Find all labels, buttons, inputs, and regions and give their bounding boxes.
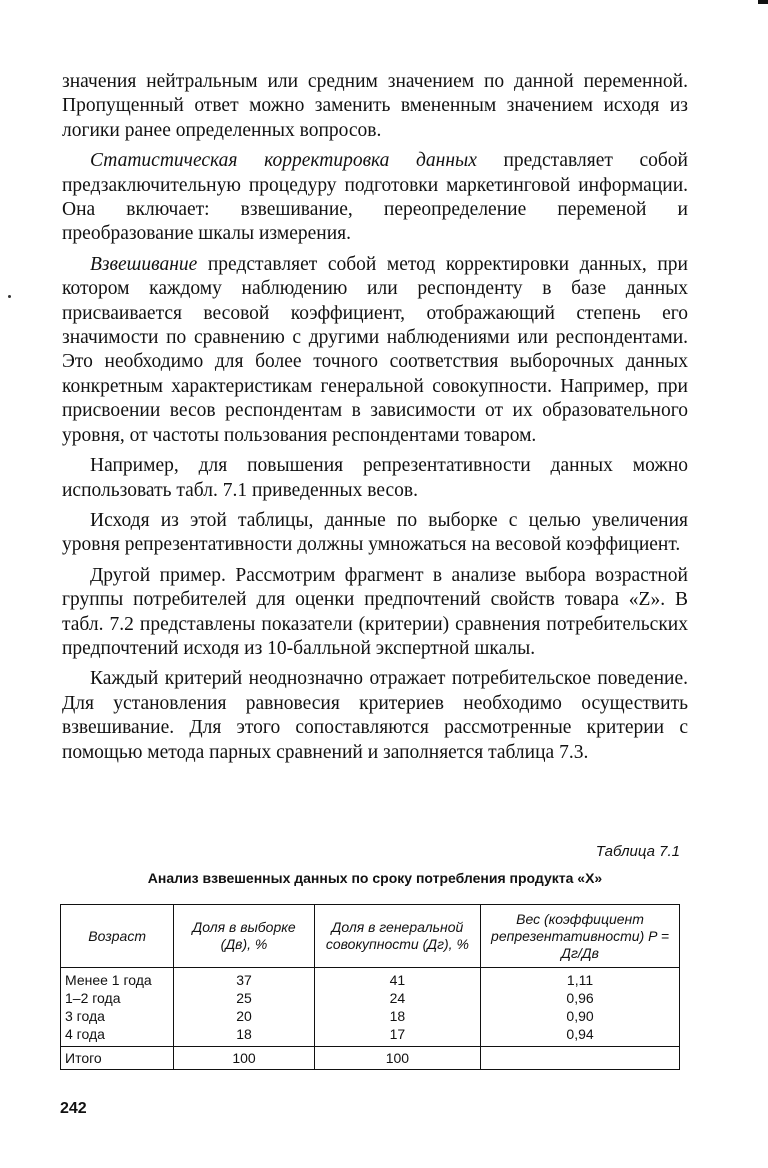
cell-total-population: 100 — [314, 1047, 480, 1070]
paragraph: значения нейтральным или средним значением по данной переменной. Пропущенный ответ можно заменить вмененным значением исходя из логики ранее определенных вопросов. — [62, 71, 688, 141]
cell-age: 1–2 года — [61, 989, 174, 1007]
header-age: Возраст — [61, 905, 174, 968]
cell-total-label: Итого — [61, 1047, 174, 1070]
weights-table — [60, 904, 680, 1070]
term-italic: Взвешивание — [90, 253, 198, 275]
cell-weight: 0,90 — [481, 1007, 680, 1025]
cell-sample-share: 25 — [174, 989, 314, 1007]
margin-speck — [8, 295, 11, 298]
cell-age: 4 года — [61, 1025, 174, 1047]
cell-total-sample: 100 — [174, 1047, 314, 1070]
table-row — [61, 1007, 680, 1025]
cell-population-share: 17 — [314, 1025, 480, 1047]
header-weight: Вес (коэффициент репрезентативности) P = Дг/Дв — [481, 905, 680, 968]
table-row — [61, 989, 680, 1007]
paragraph: Статистическая корректировка данных представляет собой предзаключительную процедуру подготовки маркетинговой информации. Она включает: взвешивание, переопределение переменой и преобразование шкалы измерения. — [62, 150, 688, 245]
cell-sample-share: 37 — [174, 968, 314, 990]
table-total-row — [61, 1047, 680, 1070]
cell-population-share: 18 — [314, 1007, 480, 1025]
cell-weight: 1,11 — [481, 968, 680, 990]
body-text — [62, 70, 688, 771]
page-corner-mark — [758, 0, 768, 4]
cell-population-share: 24 — [314, 989, 480, 1007]
table-title: Анализ взвешенных данных по сроку потребления продукта «X» — [147, 870, 603, 886]
cell-weight: 0,94 — [481, 1025, 680, 1047]
cell-age: 3 года — [61, 1007, 174, 1025]
paragraph: Взвешивание представляет собой метод корректировки данных, при котором каждому наблюдению или респонденту в базе данных присваивается весовой коэффициент, отображающий степень его значимости по сравнению с другими наблюдениями или респондентами. Это необходимо для более точного соответствия выборочных данных конкретным характеристикам генеральной совокупности. Например, при присвоении весов респондентам в зависимости от их образовательного уровня, от частоты пользования респондентами товаром. — [62, 253, 688, 446]
paragraph: Другой пример. Рассмотрим фрагмент в анализе выбора возрастной группы потребителей для оценки предпочтений свойств товара «Z». В табл. 7.2 представлены показатели (критерии) сравнения потребительских предпочтений исходя из 10-балльной экспертной шкалы. — [62, 564, 688, 659]
cell-population-share: 41 — [314, 968, 480, 990]
header-population-share: Доля в генеральной совокупности (Дг), % — [314, 905, 480, 968]
table-header-row — [61, 905, 680, 968]
cell-sample-share: 20 — [174, 1007, 314, 1025]
cell-age: Менее 1 года — [61, 968, 174, 990]
term-italic: Статистическая корректировка данных — [90, 150, 477, 172]
paragraph: Исходя из этой таблицы, данные по выборке с целью увеличения уровня репрезентативности должны умножаться на весовой коэффициент. — [62, 509, 688, 556]
table-label: Таблица 7.1 — [595, 843, 680, 860]
paragraph: Например, для повышения репрезентативности данных можно использовать табл. 7.1 приведенных весов. — [62, 455, 688, 501]
paragraph: Каждый критерий неоднозначно отражает потребительское поведение. Для установления равновесия критериев необходимо осуществить взвешивание. Для этого сопоставляются рассмотренные критерии с помощью метода парных сравнений и заполняется таблица 7.3. — [62, 668, 688, 763]
cell-total-weight — [481, 1047, 680, 1070]
table-row — [61, 968, 680, 990]
cell-weight: 0,96 — [481, 989, 680, 1007]
header-sample-share: Доля в выборке (Дв), % — [174, 905, 314, 968]
cell-sample-share: 18 — [174, 1025, 314, 1047]
table-row — [61, 1025, 680, 1047]
page-number: 242 — [60, 1100, 87, 1117]
